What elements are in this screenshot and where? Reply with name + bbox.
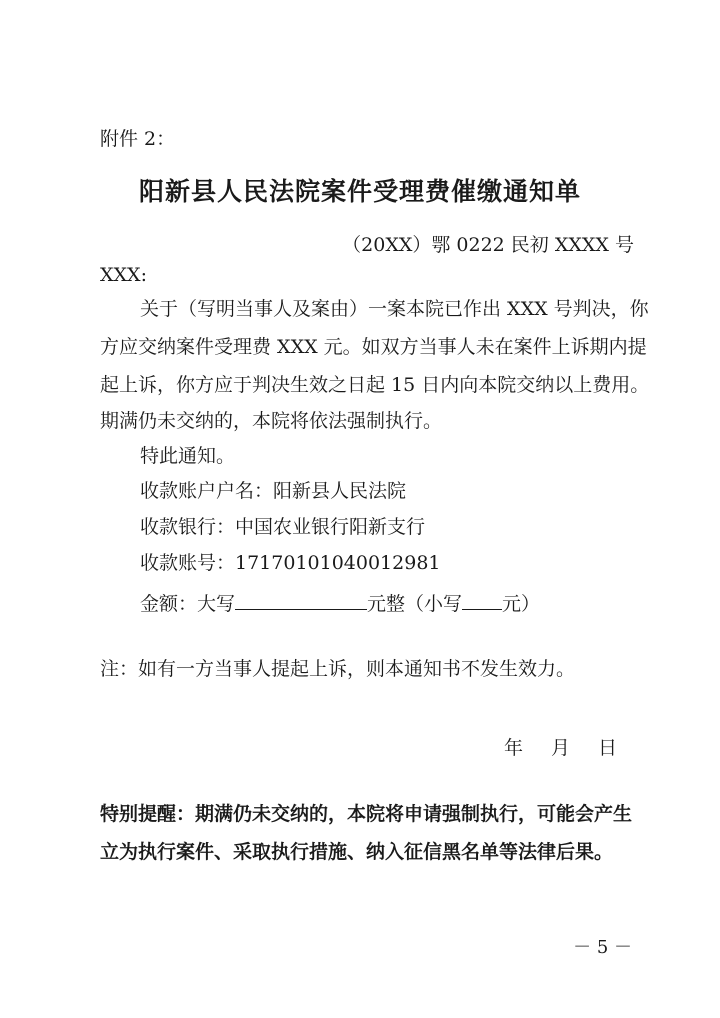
body-line-2: 方应交纳案件受理费 XXX 元。如双方当事人未在案件上诉期内提 (100, 336, 647, 358)
document-title: 阳新县人民法院案件受理费催缴通知单 (138, 177, 581, 206)
addressee: XXX: (100, 264, 147, 286)
note-text: 注：如有一方当事人提起上诉，则本通知书不发生效力。 (100, 658, 576, 680)
attachment-label: 附件 2： (100, 128, 176, 150)
date-day: 日 (598, 737, 618, 759)
amount-prefix: 金额：大写 (140, 593, 236, 615)
account-name: 收款账户户名：阳新县人民法院 (140, 480, 407, 502)
amount-suffix: 元） (502, 593, 541, 615)
amount-middle: 元整（小写 (367, 593, 463, 615)
body-line-1: 关于（写明当事人及案由）一案本院已作出 XXX 号判决，你 (140, 298, 649, 320)
date-month: 月 (551, 737, 571, 759)
bank-name: 收款银行：中国农业银行阳新支行 (140, 516, 426, 538)
amount-lowercase-blank[interactable] (462, 591, 502, 610)
date-year: 年 (504, 737, 524, 759)
reminder-line-2: 立为执行案件、采取执行措施、纳入征信黑名单等法律后果。 (100, 841, 614, 863)
reminder-line-1: 特别提醒：期满仍未交纳的，本院将申请强制执行，可能会产生 (100, 803, 633, 825)
body-line-3: 起上诉，你方应于判决生效之日起 15 日内向本院交纳以上费用。 (100, 374, 650, 396)
date-line (504, 733, 645, 760)
page-number: － 5 － (573, 937, 632, 958)
notice-text: 特此通知。 (140, 445, 236, 467)
case-number: （20XX）鄂 0222 民初 XXXX 号 (342, 234, 634, 256)
account-number: 收款账号：17170101040012981 (140, 552, 441, 574)
amount-line (140, 591, 540, 614)
amount-uppercase-blank[interactable] (235, 591, 367, 610)
body-line-4: 期满仍未交纳的，本院将依法强制执行。 (100, 410, 443, 432)
